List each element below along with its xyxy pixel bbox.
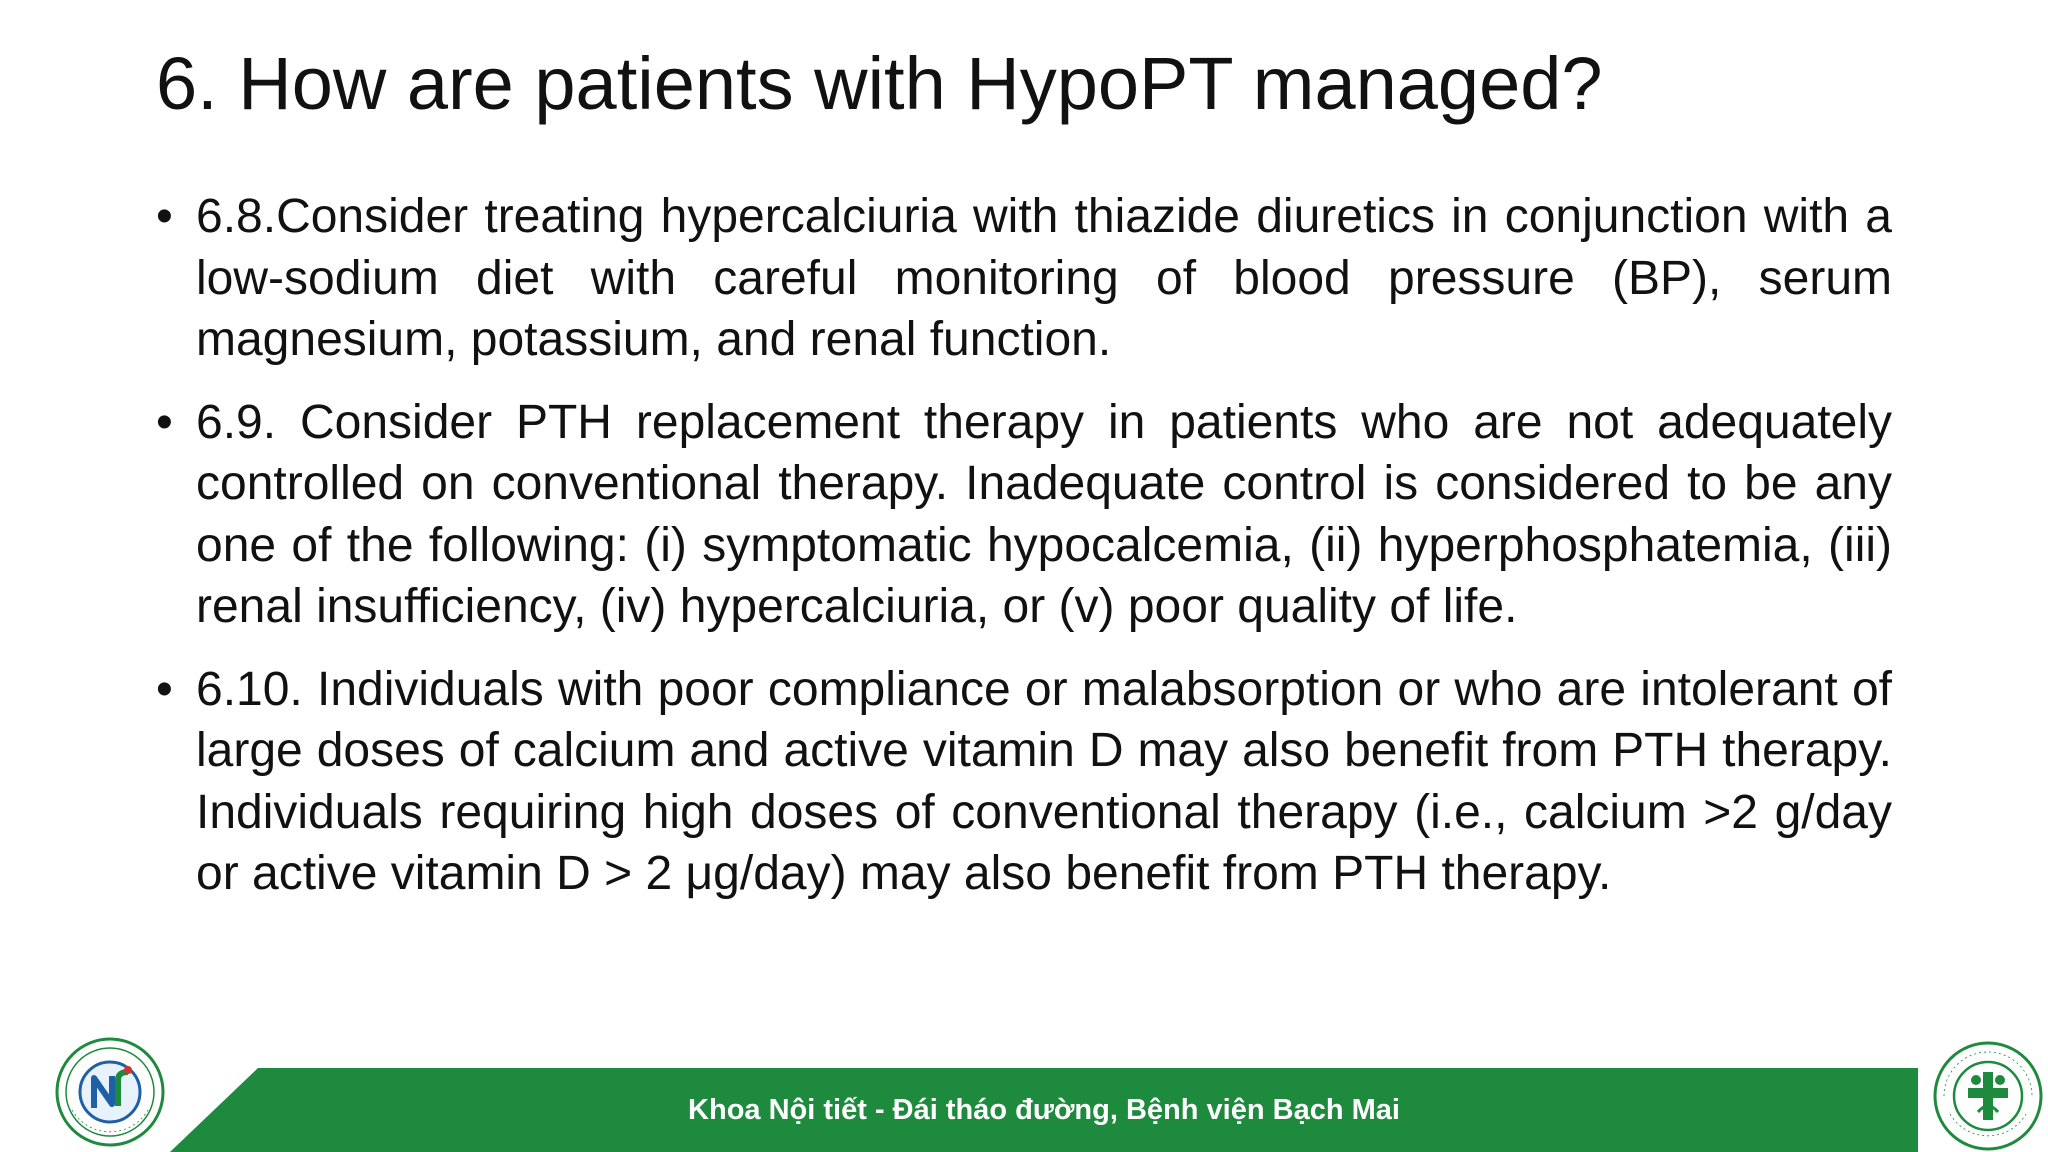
department-endocrinology-logo-icon	[54, 1036, 166, 1148]
bullet-list	[156, 186, 1892, 926]
bullet-item-6-9	[156, 392, 1892, 638]
bullet-marker: •	[156, 662, 173, 716]
bullet-marker: •	[156, 190, 173, 243]
footer-text: Khoa Nội tiết - Đái tháo đường, Bệnh viện Bạch Mai	[688, 1094, 1400, 1126]
bullet-text: 6.9. Consider PTH replacement therapy in patients who are not adequately controlled on conventional therapy. Inadequate control is considered to be any one of the following: (i) symptomatic hypocalcemia, (ii) hyperphosphatemia, (iii) renal insufficiency, (iv) hypercalciuria, or (v) poor quality of life.	[196, 395, 1892, 633]
bullet-text: 6.8.Consider treating hypercalciuria with thiazide diuretics in conjunction with a low-sodium diet with careful monitoring of blood pressure (BP), serum magnesium, potassium, and renal function.	[196, 190, 1892, 366]
bullet-marker: •	[156, 395, 173, 449]
slide-title: 6. How are patients with HypoPT managed?	[156, 42, 1603, 125]
bullet-text: 6.10. Individuals with poor compliance or malabsorption or who are intolerant of large doses of calcium and active vitamin D may also benefit from PTH therapy. Individuals requiring high doses of conventional therapy (i.e., calcium >2 g/day or active vitamin D > 2 μg/day) may also benefit from PTH therapy.	[196, 662, 1892, 900]
bullet-item-6-10	[156, 659, 1892, 905]
bullet-item-6-8	[156, 186, 1892, 371]
bach-mai-hospital-logo-icon	[1932, 1040, 2044, 1152]
